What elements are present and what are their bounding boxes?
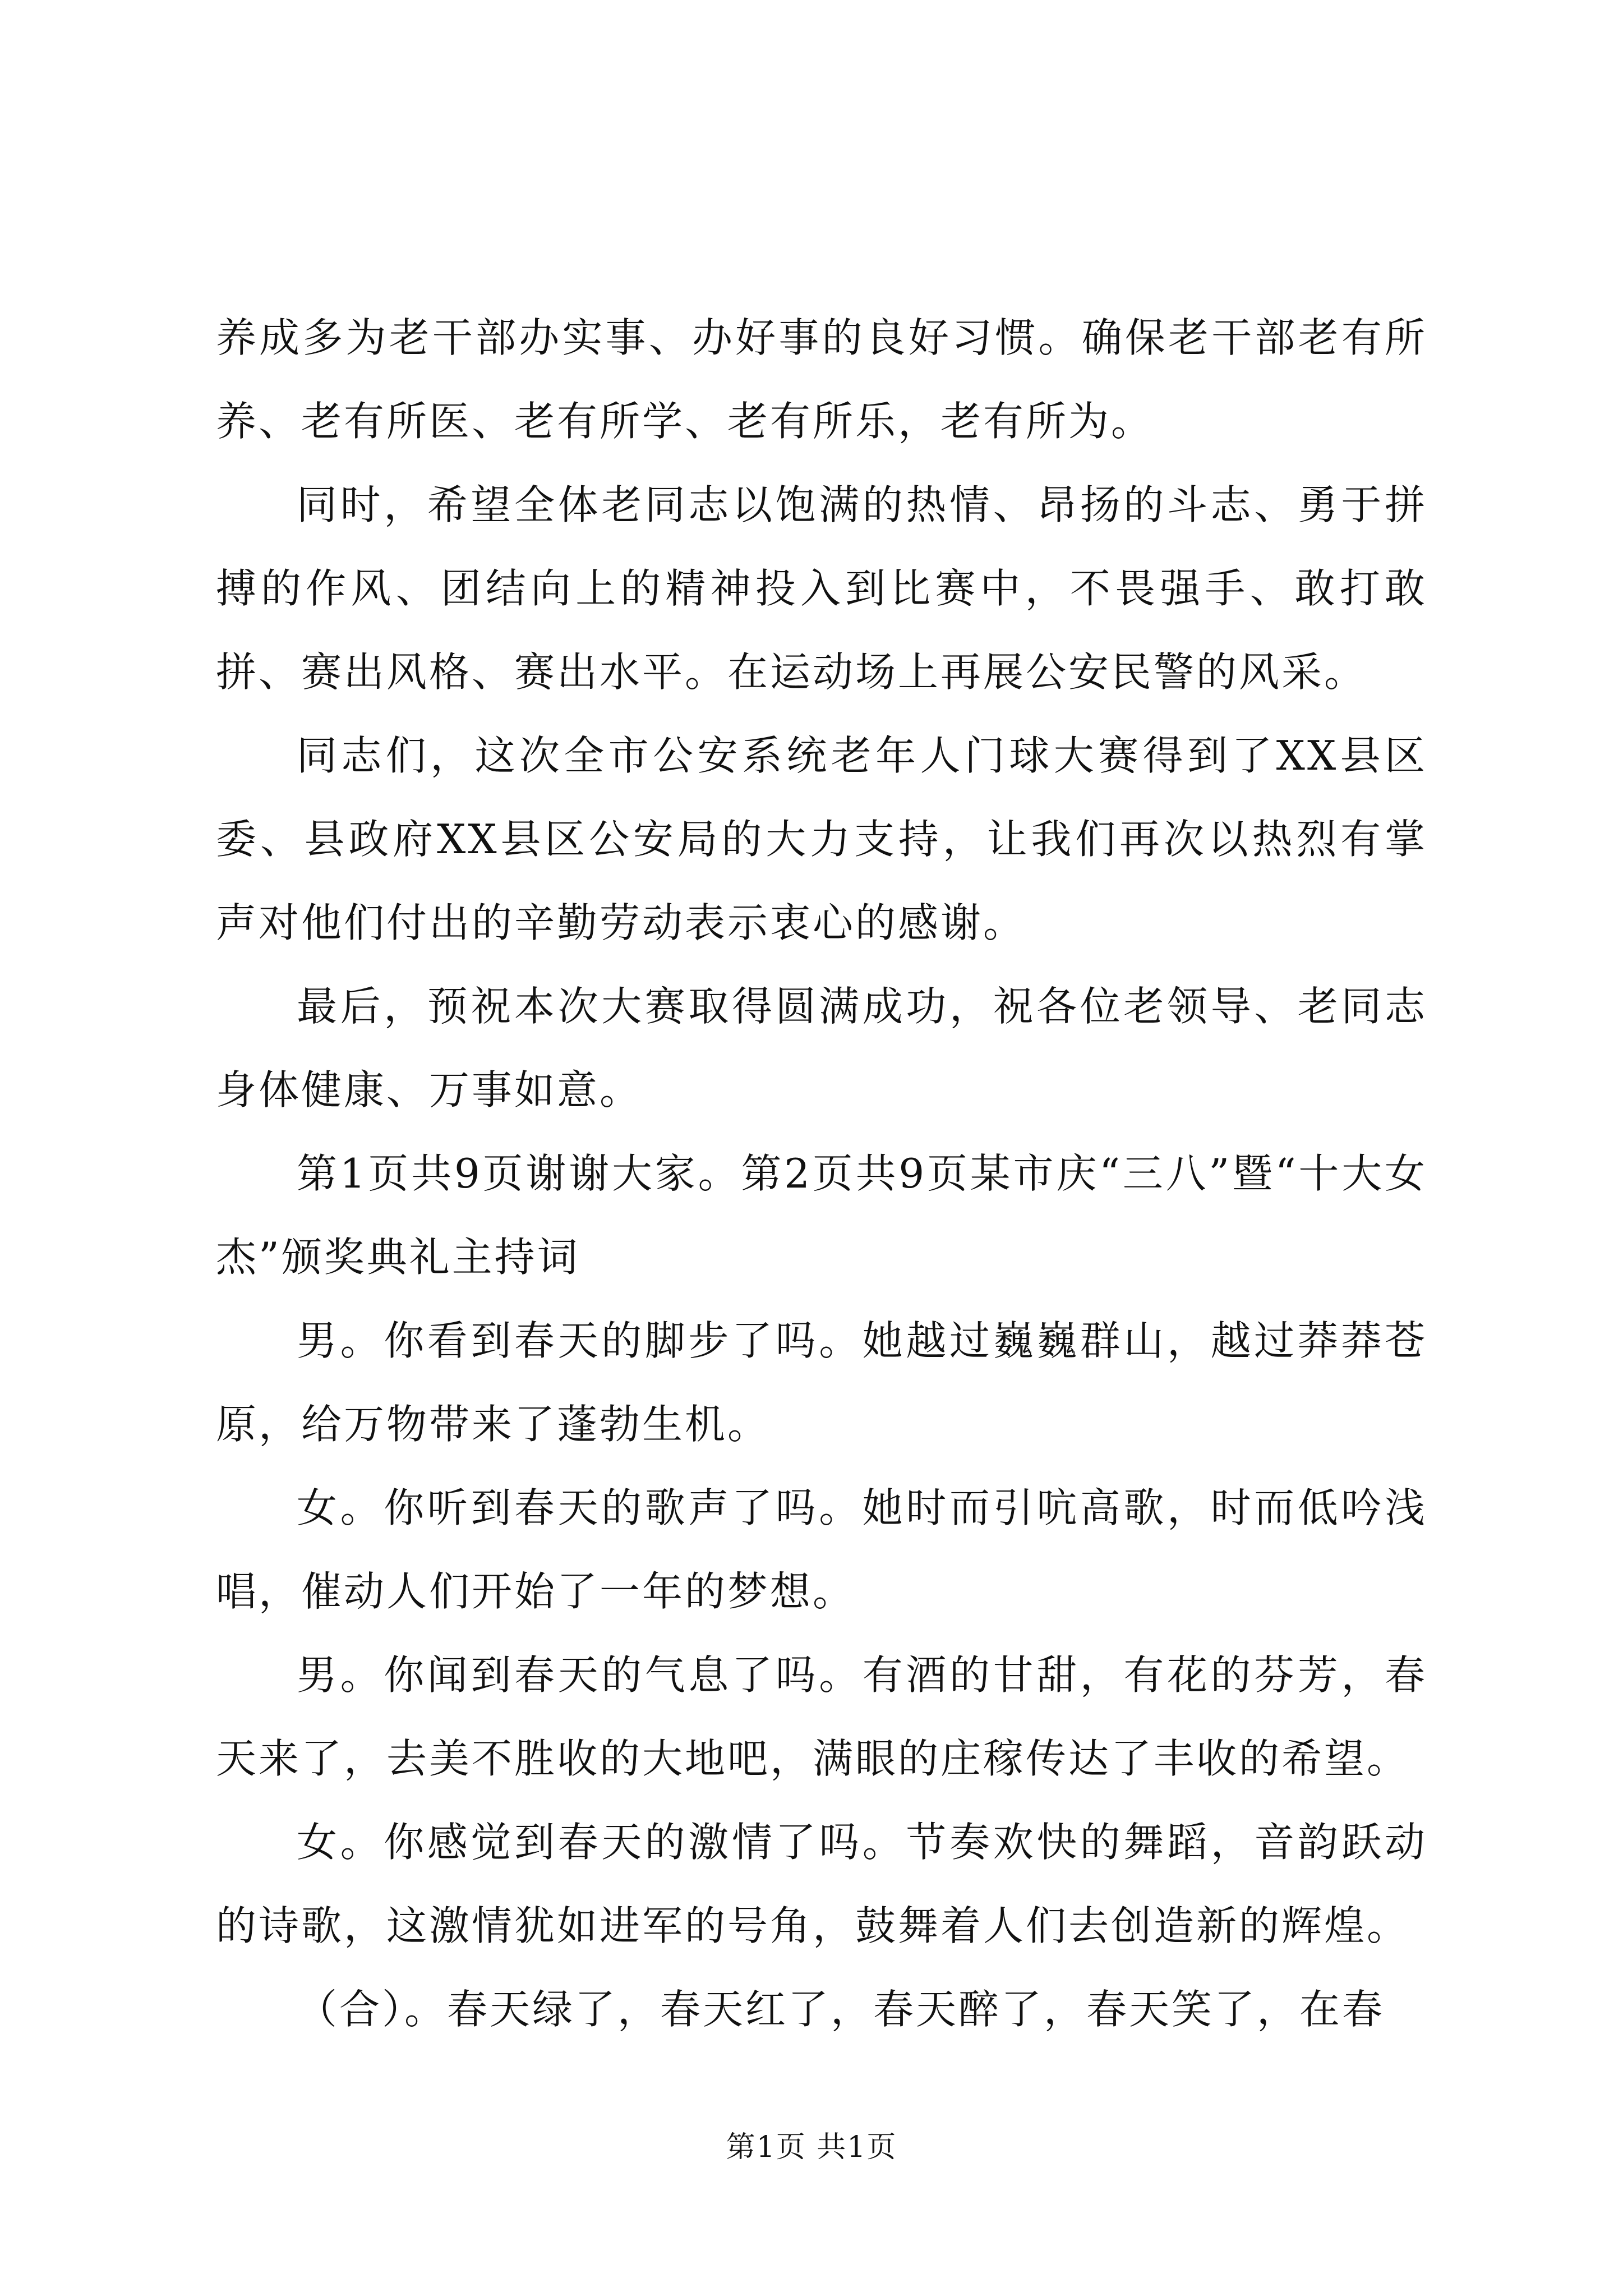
page-footer: 第1页 共1页 [726, 2131, 897, 2164]
paragraph: 最后，预祝本次大赛取得圆满成功，祝各位老领导、老同志身体健康、万事如意。 [216, 983, 1427, 1114]
paragraph-continuation: 养成多为老干部办实事、办好事的良好习惯。确保老干部老有所养、老有所医、老有所学、老有所乐，老有所为。 [216, 314, 1427, 445]
paragraph: 同志们，这次全市公安系统老年人门球大赛得到了XX县区委、县政府XX县区公安局的大力支持，让我们再次以热烈有掌声对他们付出的辛勤劳动表示衷心的感谢。 [216, 732, 1427, 946]
paragraph: 男。你看到春天的脚步了吗。她越过巍巍群山，越过莽莽苍原，给万物带来了蓬勃生机。 [216, 1317, 1427, 1448]
document-body [216, 296, 1427, 2051]
paragraph: 第1页共9页谢谢大家。第2页共9页某市庆“三八”暨“十大女杰”颁奖典礼主持词 [216, 1150, 1427, 1281]
paragraph: （合）。春天绿了，春天红了，春天醉了，春天笑了，在春 [297, 1986, 1385, 2033]
paragraph: 同时，希望全体老同志以饱满的热情、昂扬的斗志、勇于拼搏的作风、团结向上的精神投入到比赛中，不畏强手、敢打敢拼、赛出风格、赛出水平。在运动场上再展公安民警的风采。 [216, 481, 1427, 696]
paragraph: 女。你听到春天的歌声了吗。她时而引吭高歌，时而低吟浅唱，催动人们开始了一年的梦想。 [216, 1484, 1427, 1615]
paragraph: 男。你闻到春天的气息了吗。有酒的甘甜，有花的芬芳，春天来了，去美不胜收的大地吧，满眼的庄稼传达了丰收的希望。 [216, 1651, 1427, 1782]
paragraph: 女。你感觉到春天的激情了吗。节奏欢快的舞蹈，音韵跃动的诗歌，这激情犹如进军的号角，鼓舞着人们去创造新的辉煌。 [216, 1819, 1427, 1949]
